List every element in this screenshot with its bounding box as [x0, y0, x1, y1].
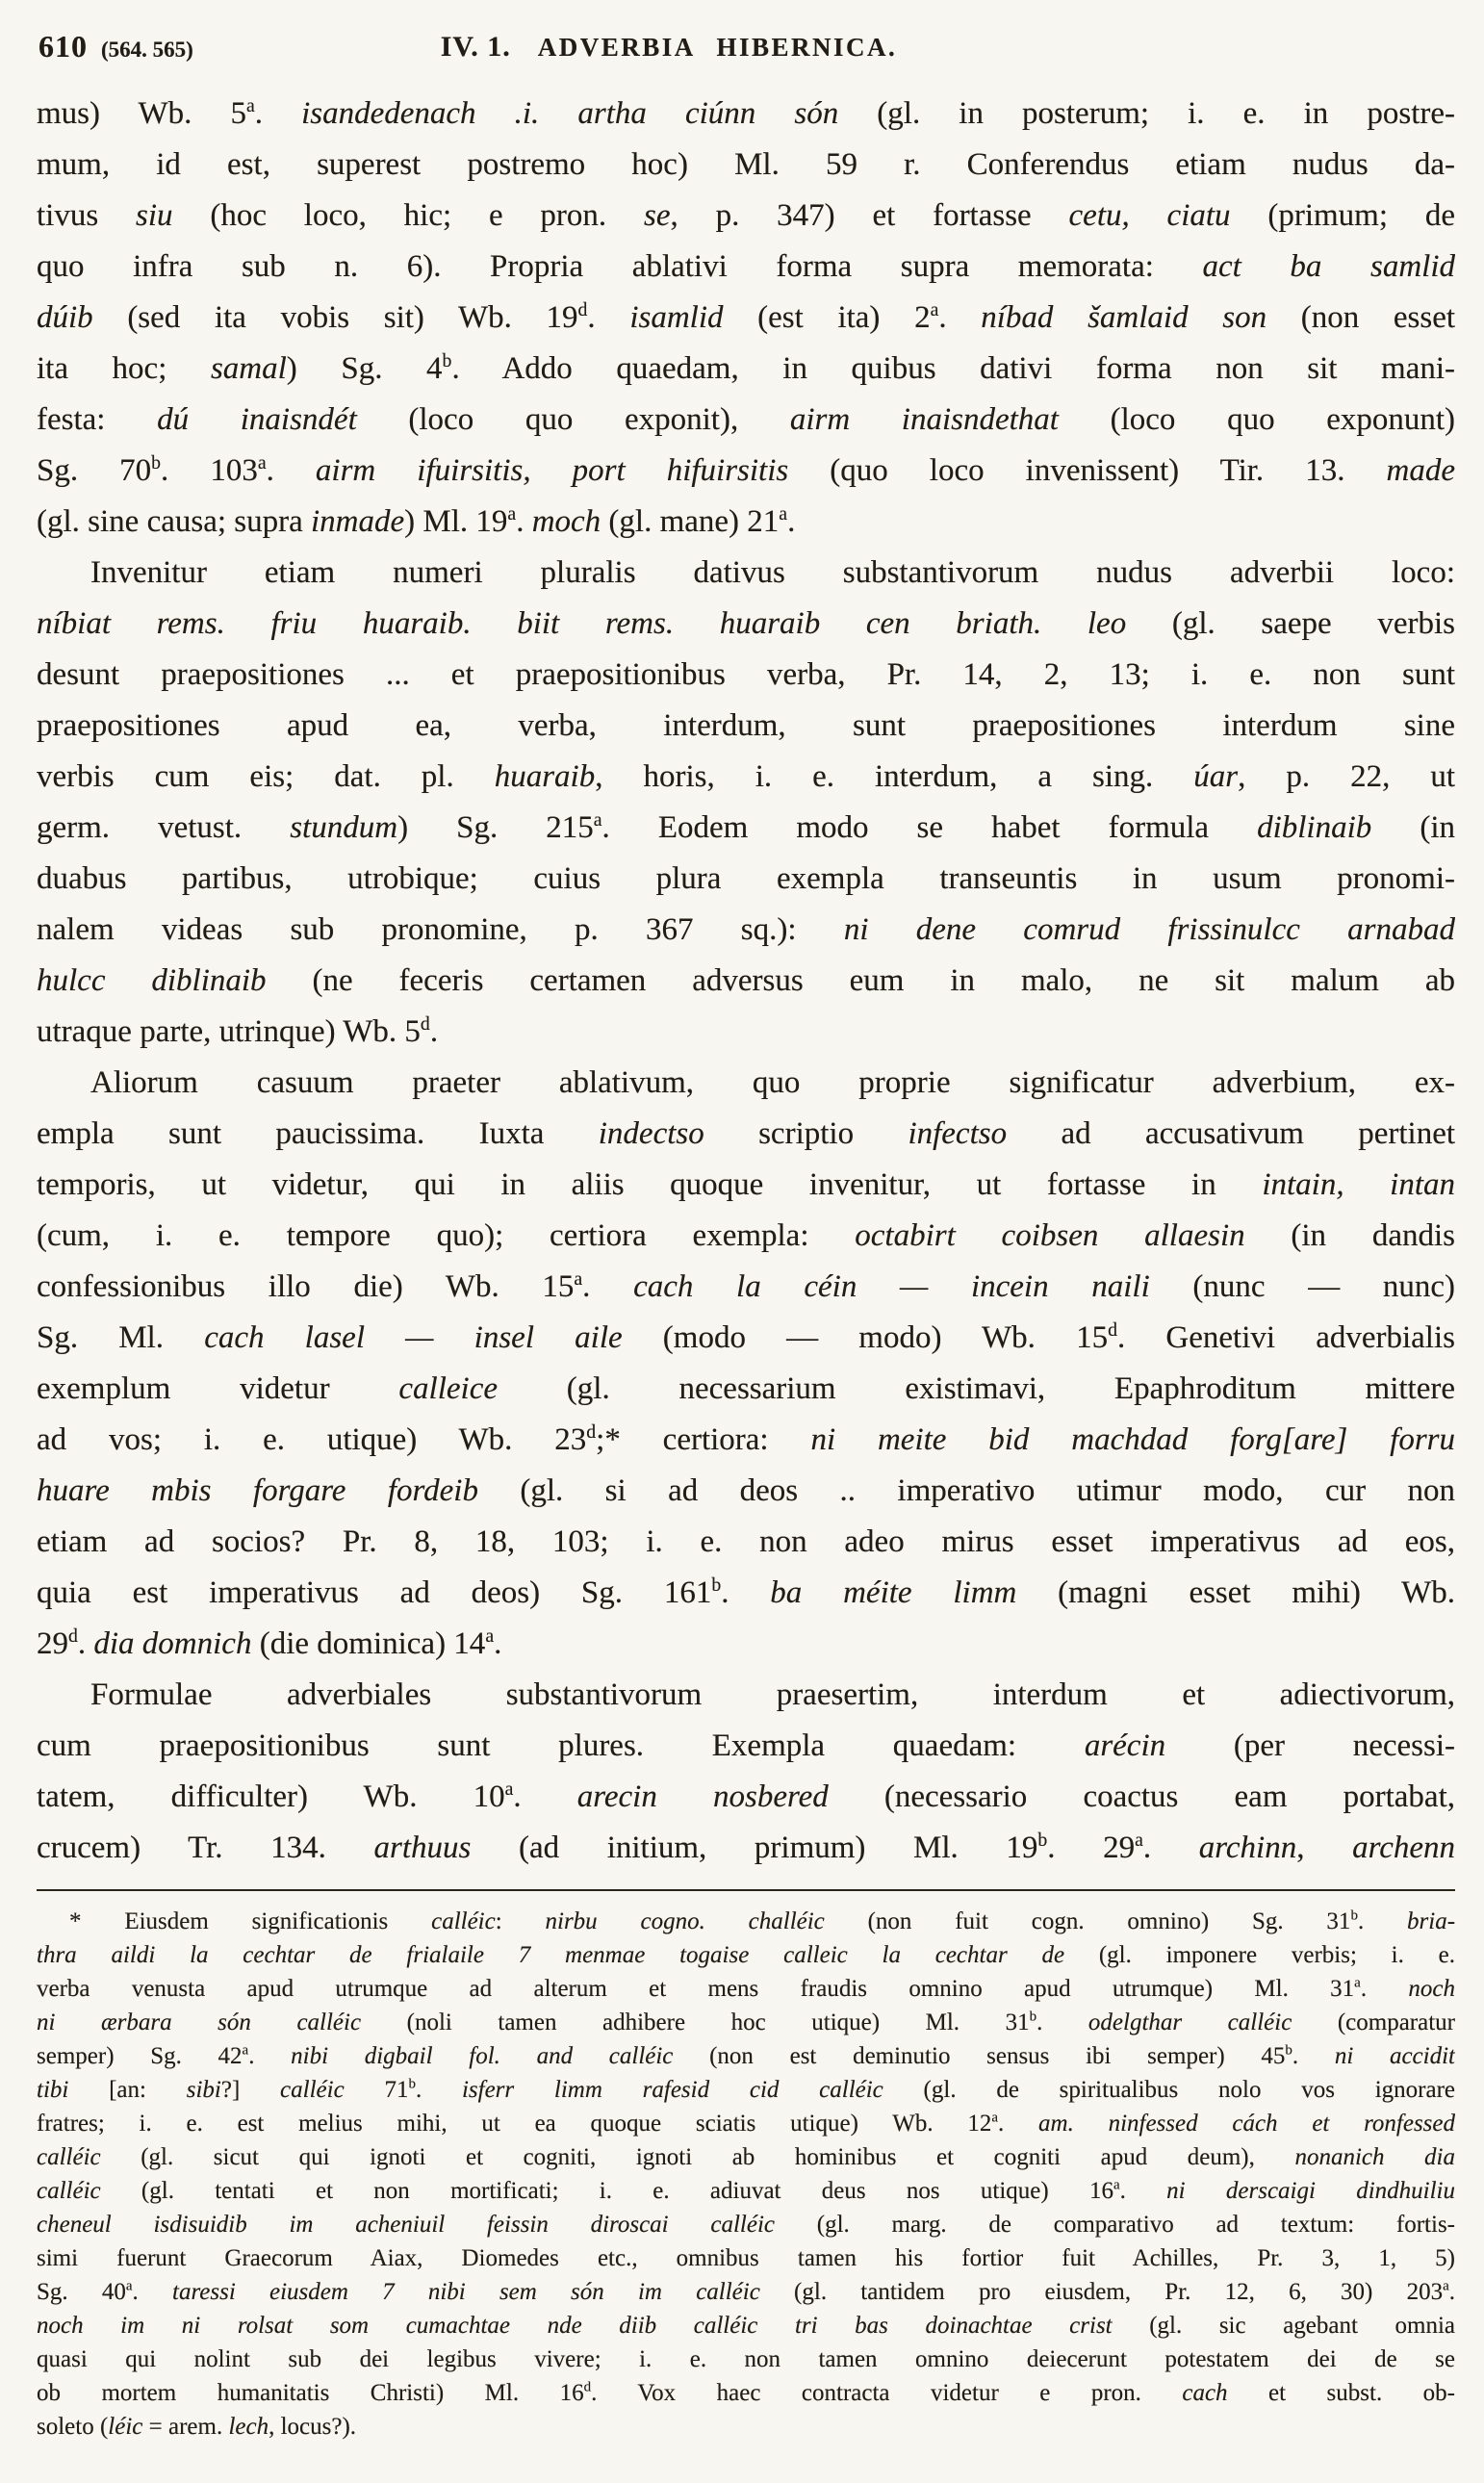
footnote-line: semper) Sg. 42$^a$. nibi digbail fol. and calléic (non est deminutio sensus ibi semper) 45$^b$. ni accidit	[37, 2042, 1455, 2069]
paragraph-4	[37, 1670, 1455, 1874]
main-text-block	[37, 89, 1455, 1874]
text-line: quia est imperativus ad deos) Sg. 161$^b$. ba méite limm (magni esset mihi) Wb.	[37, 1574, 1455, 1610]
text-line: 29$^d$. dia domnich (die dominica) 14$^a$.	[37, 1625, 502, 1661]
text-line: Sg. Ml. cach lasel — insel aile (modo — modo) Wb. 15$^d$. Genetivi adverbialis	[37, 1319, 1455, 1355]
text-line: (gl. sine causa; supra inmade) Ml. 19$^a$. moch (gl. mane) 21$^a$.	[37, 503, 796, 539]
page-number: 610	[38, 29, 88, 64]
text-line: mum, id est, superest postremo hoc) Ml. 59 r. Conferendus etiam nudus da-	[37, 147, 1455, 182]
text-line: ita hoc; samal) Sg. 4$^b$. Addo quaedam, in quibus dativi forma non sit mani-	[37, 350, 1455, 386]
paragraph-1	[37, 89, 1455, 548]
text-line: níbiat rems. friu huaraib. biit rems. huaraib cen briath. leo (gl. saepe verbis	[37, 606, 1455, 641]
text-line: crucem) Tr. 134. arthuus (ad initium, primum) Ml. 19$^b$. 29$^a$. archinn, archenn	[37, 1830, 1455, 1865]
footnote-line: Sg. 40$^a$. taressi eiusdem 7 nibi sem són im calléic (gl. tantidem pro eiusdem, Pr. 12, 6, 30) 203$^a$.	[37, 2278, 1455, 2305]
footnote-separator	[37, 1889, 1455, 1891]
footnote-line: tibi [an: sibi?] calléic 71$^b$. isferr limm rafesid cid calléic (gl. de spiritualibus nolo vos ignorare	[37, 2076, 1455, 2103]
footnote-line: verba venusta apud utrumque ad alterum et mens fraudis omnino apud utrumque) Ml. 31$^a$. noch	[37, 1975, 1455, 2002]
footnote-line: cheneul isdisuidib im acheniuil feissin diroscai calléic (gl. marg. de comparativo ad textum: fortis-	[37, 2212, 1455, 2238]
folio-reference: (564. 565)	[101, 38, 193, 62]
footnote-line: quasi qui nolint sub dei legibus vivere; i. e. non tamen omnino deiecerunt potestatem dei de se	[37, 2346, 1455, 2372]
text-line: Aliorum casuum praeter ablativum, quo proprie significatur adverbium, ex-	[90, 1065, 1455, 1100]
text-line: festa: dú inaisndét (loco quo exponit), airm inaisndethat (loco quo exponunt)	[37, 402, 1455, 437]
text-line: duabus partibus, utrobique; cuius plura exempla transeuntis in usum pronomi-	[37, 861, 1455, 896]
text-line: desunt praepositiones ... et praepositionibus verba, Pr. 14, 2, 13; i. e. non sunt	[37, 657, 1455, 692]
footnote-line: soleto (léic = arem. lech, locus?).	[37, 2414, 357, 2440]
text-line: Formulae adverbiales substantivorum praesertim, interdum et adiectivorum,	[90, 1677, 1455, 1712]
text-line: nalem videas sub pronomine, p. 367 sq.): ni dene comrud frissinulcc arnabad	[37, 912, 1455, 947]
section-number: IV. 1.	[440, 31, 511, 63]
text-line: utraque parte, utrinque) Wb. 5$^d$.	[37, 1013, 439, 1049]
footnote-line: calléic (gl. sicut qui ignoti et cogniti, ignoti ab hominibus et cogniti apud deum), nonanich dia	[37, 2144, 1455, 2170]
paragraph-2	[37, 548, 1455, 1058]
text-line: (cum, i. e. tempore quo); certiora exempla: octabirt coibsen allaesin (in dandis	[37, 1218, 1455, 1253]
running-head	[37, 31, 1301, 64]
text-line: verbis cum eis; dat. pl. huaraib, horis, i. e. interdum, a sing. úar, p. 22, ut	[37, 759, 1455, 794]
footnote-line: ni ærbara són calléic (noli tamen adhibere hoc utique) Ml. 31$^b$. odelgthar calléic (comparatur	[37, 2009, 1455, 2035]
footnote-line: noch im ni rolsat som cumachtae nde diib calléic tri bas doinachtae crist (gl. sic agebant omnia	[37, 2313, 1455, 2339]
text-line: praepositiones apud ea, verba, interdum, sunt praepositiones interdum sine	[37, 708, 1455, 743]
footnote-line: fratres; i. e. est melius mihi, ut ea quoque sciatis utique) Wb. 12$^a$. am. ninfessed cách et ronfessed	[37, 2110, 1455, 2137]
text-line: dúib (sed ita vobis sit) Wb. 19$^d$. isamlid (est ita) 2$^a$. níbad šamlaid son (non esset	[37, 299, 1455, 335]
text-line: etiam ad socios? Pr. 8, 18, 103; i. e. non adeo mirus esset imperativus ad eos,	[37, 1524, 1455, 1559]
footnote-line: ob mortem humanitatis Christi) Ml. 16$^d$. Vox haec contracta videtur e pron. cach et subst. ob-	[37, 2379, 1455, 2406]
text-line: temporis, ut videtur, qui in aliis quoque invenitur, ut fortasse in intain, intan	[37, 1167, 1455, 1202]
text-line: tivus siu (hoc loco, hic; e pron. se, p. 347) et fortasse cetu, ciatu (primum; de	[37, 198, 1455, 233]
chapter-title: ADVERBIA HIBERNICA.	[537, 33, 898, 62]
text-line: tatem, difficulter) Wb. 10$^a$. arecin nosbered (necessario coactus eam portabat,	[37, 1779, 1455, 1814]
text-line: ad vos; i. e. utique) Wb. 23$^d$;* certiora: ni meite bid machdad forg[are] forru	[37, 1421, 1455, 1457]
footnote-line: thra aildi la cechtar de frialaile 7 menmae togaise calleic la cechtar de (gl. imponere verbis; i. e.	[37, 1942, 1455, 1968]
paragraph-3	[37, 1058, 1455, 1670]
footnote-line: simi fuerunt Graecorum Aiax, Diomedes etc., omnibus tamen his fortior fuit Achilles, Pr. 3, 1, 5)	[37, 2245, 1455, 2271]
footnote-block	[37, 1905, 1455, 2444]
footnote-line: calléic (gl. tentati et non mortificati; i. e. adiuvat deus nos utique) 16$^a$. ni derscaigi dindhuiliu	[37, 2177, 1455, 2204]
text-line: Sg. 70$^b$. 103$^a$. airm ifuirsitis, port hifuirsitis (quo loco invenissent) Tir. 13. made	[37, 452, 1455, 488]
text-line: mus) Wb. 5$^a$. isandedenach .i. artha ciúnn són (gl. in posterum; i. e. in postre-	[37, 95, 1455, 131]
text-line: germ. vetust. stundum) Sg. 215$^a$. Eodem modo se habet formula diblinaib (in	[37, 809, 1455, 845]
footnote-line: * Eiusdem significationis calléic: nirbu cogno. challéic (non fuit cogn. omnino) Sg. 31$^b$. bria-	[69, 1907, 1455, 1934]
text-line: hulcc diblinaib (ne feceris certamen adversus eum in malo, ne sit malum ab	[37, 963, 1455, 998]
text-line: quo infra sub n. 6). Propria ablativi forma supra memorata: act ba samlid	[37, 249, 1455, 284]
text-line: exemplum videtur calleice (gl. necessarium existimavi, Epaphroditum mittere	[37, 1371, 1455, 1406]
page-header	[37, 25, 1455, 73]
text-line: huare mbis forgare fordeib (gl. si ad deos .. imperativo utimur modo, cur non	[37, 1473, 1455, 1508]
text-line: confessionibus illo die) Wb. 15$^a$. cach la céin — incein naili (nunc — nunc)	[37, 1268, 1455, 1304]
text-line: cum praepositionibus sunt plures. Exempla quaedam: arécin (per necessi-	[37, 1728, 1455, 1763]
text-line: Invenitur etiam numeri pluralis dativus substantivorum nudus adverbii loco:	[90, 555, 1455, 590]
text-line: empla sunt paucissima. Iuxta indectso scriptio infectso ad accusativum pertinet	[37, 1116, 1455, 1151]
